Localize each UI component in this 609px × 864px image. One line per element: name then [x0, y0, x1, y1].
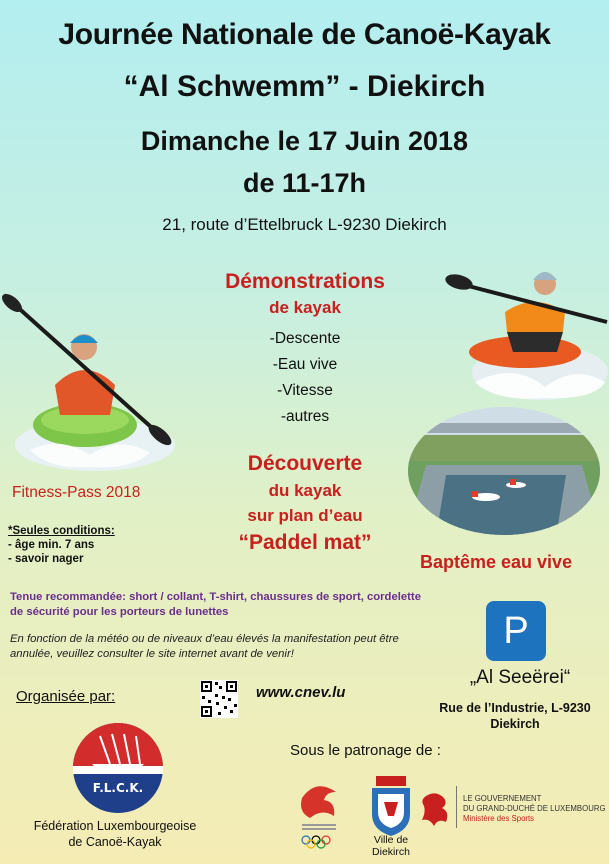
decouverte-line3: sur plan d’eau [247, 506, 363, 525]
fitness-pass: Fitness-Pass 2018 [12, 484, 141, 501]
list-item: -Descente [269, 330, 341, 347]
list-item: -autres [280, 408, 330, 425]
federation-name [20, 818, 210, 850]
conditions-header: *Seules conditions: [8, 525, 115, 537]
kayaker-photo-left [0, 285, 182, 475]
parking-icon: P [486, 601, 546, 661]
federation-line1: Fédération Luxembourgeoise [33, 819, 197, 833]
parking-address [420, 700, 609, 732]
gov-line1: LE GOUVERNEMENT [463, 794, 542, 803]
decouverte-title: Découverte [247, 452, 363, 475]
gov-divider [456, 786, 457, 828]
gov-line2: DU GRAND-DUCHÉ DE LUXEMBOURG [463, 804, 606, 813]
bapteme-label: Baptême eau vive [420, 552, 573, 572]
kayaker-photo-right [445, 252, 609, 402]
parking-address-line1: Rue de l’Industrie, L-9230 [439, 701, 591, 715]
organisee-label: Organisée par: [16, 688, 116, 705]
flck-logo-text: F.L.C.K. [92, 781, 144, 795]
flck-logo [72, 722, 164, 814]
conditions-block [8, 524, 115, 566]
luxembourg-lion-icon [418, 790, 454, 830]
demonstrations-list [240, 326, 370, 430]
diekirch-coat-of-arms [362, 776, 420, 840]
page-title: Journée Nationale de Canoë-Kayak [58, 18, 551, 51]
decouverte-line2: du kayak [268, 481, 342, 500]
demonstrations-subtitle: de kayak [269, 298, 341, 317]
decouverte-name: “Paddel mat” [238, 531, 372, 554]
government-text [463, 794, 606, 824]
olympic-committee-logo [296, 778, 342, 850]
event-hours: de 11-17h [242, 168, 367, 198]
parking-name: „Al Seeërei“ [469, 667, 571, 688]
event-subtitle: “Al Schwemm” - Diekirch [123, 70, 486, 103]
patronage-label: Sous le patronage de : [290, 742, 441, 759]
list-item: -Eau vive [272, 356, 338, 373]
gov-ministry: Ministère des Sports [463, 814, 535, 823]
parking-address-line2: Diekirch [490, 717, 540, 731]
qr-code-icon[interactable] [200, 680, 238, 718]
event-address: 21, route d’Ettelbruck L-9230 Diekirch [162, 215, 447, 234]
federation-line2: de Canoë-Kayak [68, 835, 162, 849]
diekirch-label: Ville de Diekirch [372, 834, 410, 858]
demonstrations-title: Démonstrations [225, 270, 385, 293]
tenue-recommandee: Tenue recommandée: short / collant, T-shirt, chaussures de sport, cordelette de sécurité pour les porteurs de lunettes [10, 591, 421, 618]
event-date: Dimanche le 17 Juin 2018 [140, 126, 469, 156]
list-item: - âge min. 7 ans [8, 539, 95, 551]
whitewater-course-photo [406, 405, 602, 537]
weather-note: En fonction de la météo ou de niveaux d’eau élevés la manifestation peut être annulée, veuillez consulter le site internet avant de venir! [10, 633, 399, 660]
list-item: -Vitesse [277, 382, 333, 399]
website-link[interactable]: www.cnev.lu [256, 684, 346, 701]
list-item: - savoir nager [8, 553, 84, 565]
